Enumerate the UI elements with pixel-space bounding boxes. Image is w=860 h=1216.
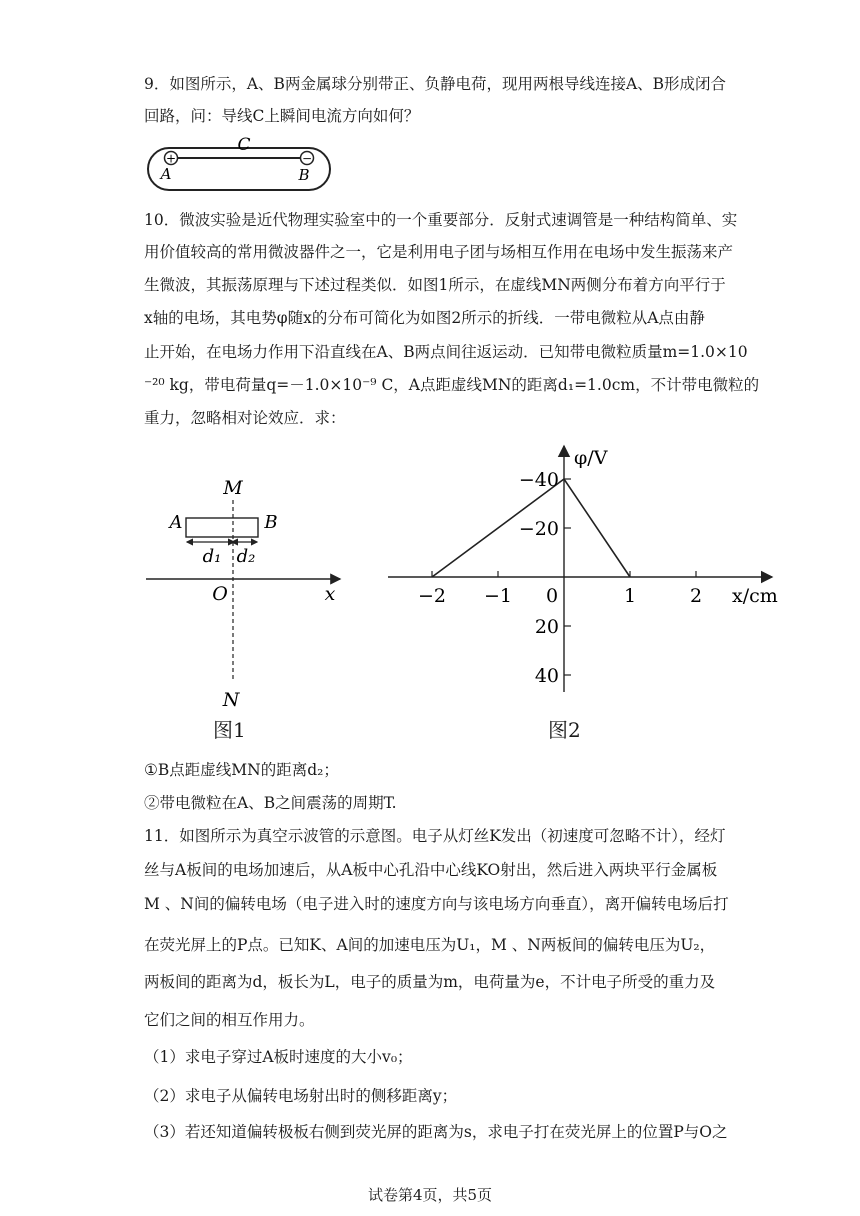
x-tick-label: 0 [545, 585, 559, 607]
label-n: N [222, 689, 240, 711]
q10-text-line3: 生微波，其振荡原理与下述过程类似．如图1所示，在虚线MN两侧分布着方向平行于 [144, 276, 726, 294]
figure1-caption: 图1 [213, 718, 246, 742]
label-c: C [237, 135, 251, 155]
figure2-caption: 图2 [548, 718, 581, 742]
label-m: M [223, 477, 243, 499]
sphere-a-plus: + [165, 151, 177, 166]
y-tick-label: 40 [534, 665, 559, 687]
page-footer: 试卷第4页，共5页 [367, 1186, 493, 1204]
q10-text-line4: x轴的电场，其电势φ随x的分布可简化为如图2所示的折线．一带电微粒从A点由静 [144, 309, 705, 327]
y-tick-label: −20 [518, 518, 559, 540]
y-tick-label: 20 [534, 616, 559, 638]
q11-sub3: （3）若还知道偏转极板右侧到荧光屏的距离为s，求电子打在荧光屏上的位置P与O之 [144, 1123, 728, 1141]
label-b: B [264, 512, 278, 533]
label-x: x [324, 583, 336, 605]
q10-figure2-chart [380, 440, 780, 715]
label-a: A [169, 512, 183, 533]
q11-text-line1: 11．如图所示为真空示波管的示意图。电子从灯丝K发出（初速度可忽略不计），经灯 [144, 827, 726, 845]
q11-sub1: （1）求电子穿过A板时速度的大小v₀； [144, 1048, 413, 1066]
q11-text-line6: 它们之间的相互作用力。 [144, 1011, 315, 1029]
q11-text-line4: 在荧光屏上的P点。已知K、A间的加速电压为U₁，M 、N两板间的偏转电压为U₂， [144, 936, 716, 954]
q11-text-line5: 两板间的距离为d，板长为L，电子的质量为m，电荷量为e，不计电子所受的重力及 [144, 973, 716, 991]
q10-text-line6: ⁻²⁰ kg，带电荷量q=－1.0×10⁻⁹ C，A点距虚线MN的距离d₁=1.0cm，不计带电微粒的 [144, 376, 760, 394]
x-tick-label: −1 [483, 585, 513, 607]
q10-figure1 [140, 470, 350, 715]
y-axis-label: φ/V [574, 447, 608, 469]
q10-sub1: ①B点距虚线MN的距离d₂； [144, 761, 339, 779]
y-tick-label: −40 [518, 469, 559, 491]
q11-text-line2: 丝与A板间的电场加速后，从A板中心孔沿中心线KO射出，然后进入两块平行金属板 [144, 861, 718, 879]
x-tick-label: 1 [623, 585, 637, 607]
label-d1: d₁ [202, 546, 222, 567]
q10-sub2: ②带电微粒在A、B之间震荡的周期T. [144, 794, 397, 812]
x-axis-label: x/cm [732, 585, 778, 607]
q9-circuit-figure [140, 132, 340, 198]
q10-text-line7: 重力，忽略相对论效应．求： [144, 409, 346, 427]
q9-text-line2: 回路，问：导线C上瞬间电流方向如何？ [144, 107, 420, 125]
q10-text-line5: 止开始，在电场力作用下沿直线在A、B两点间往返运动．已知带电微粒质量m=1.0×10 [144, 343, 748, 361]
x-tick-label: 2 [689, 585, 703, 607]
label-d2: d₂ [236, 546, 256, 567]
q9-text-line1: 9．如图所示，A、B两金属球分别带正、负静电荷，现用两根导线连接A、B形成闭合 [144, 75, 727, 93]
q10-text-line2: 用价值较高的常用微波器件之一，它是利用电子团与场相互作用在电场中发生振荡来产 [144, 243, 734, 261]
x-tick-label: −2 [417, 585, 447, 607]
q10-text-line1: 10．微波实验是近代物理实验室中的一个重要部分．反射式速调管是一种结构简单、实 [144, 211, 738, 229]
label-b: B [298, 166, 310, 184]
q11-sub2: （2）求电子从偏转电场射出时的侧移距离y； [144, 1087, 458, 1105]
ab-segment-box [186, 518, 258, 537]
label-a: A [160, 165, 172, 183]
q11-text-line3: M 、N间的偏转电场（电子进入时的速度方向与该电场方向垂直），离开偏转电场后打 [144, 895, 729, 913]
sphere-b-minus: − [301, 151, 313, 166]
label-o: O [212, 583, 228, 605]
